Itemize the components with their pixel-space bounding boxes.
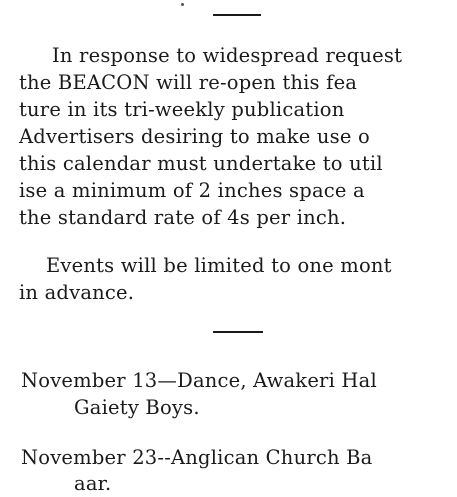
announcement-line: this calendar must undertake to util [19,152,383,175]
event-detail: aar. [74,472,112,495]
event-date-title: November 23--Anglican Church Ba [21,446,373,469]
announcement-line: the standard rate of 4s per inch. [19,206,347,229]
event-detail: Gaiety Boys. [74,396,200,419]
print-speck [181,3,184,6]
note-line: Events will be limited to one mont [46,254,392,277]
note-line: in advance. [19,281,135,304]
announcement-line: ture in its tri-weekly publication [19,98,345,121]
announcement-line: ise a minimum of 2 inches space a [19,179,365,202]
announcement-line: In response to widespread request [52,44,403,67]
announcement-line: Advertisers desiring to make use o [19,125,370,148]
middle-divider-rule [213,331,263,333]
top-divider-rule [213,14,261,16]
announcement-line: the BEACON will re-open this fea [19,71,358,94]
event-date-title: November 13—Dance, Awakeri Hal [21,369,377,392]
